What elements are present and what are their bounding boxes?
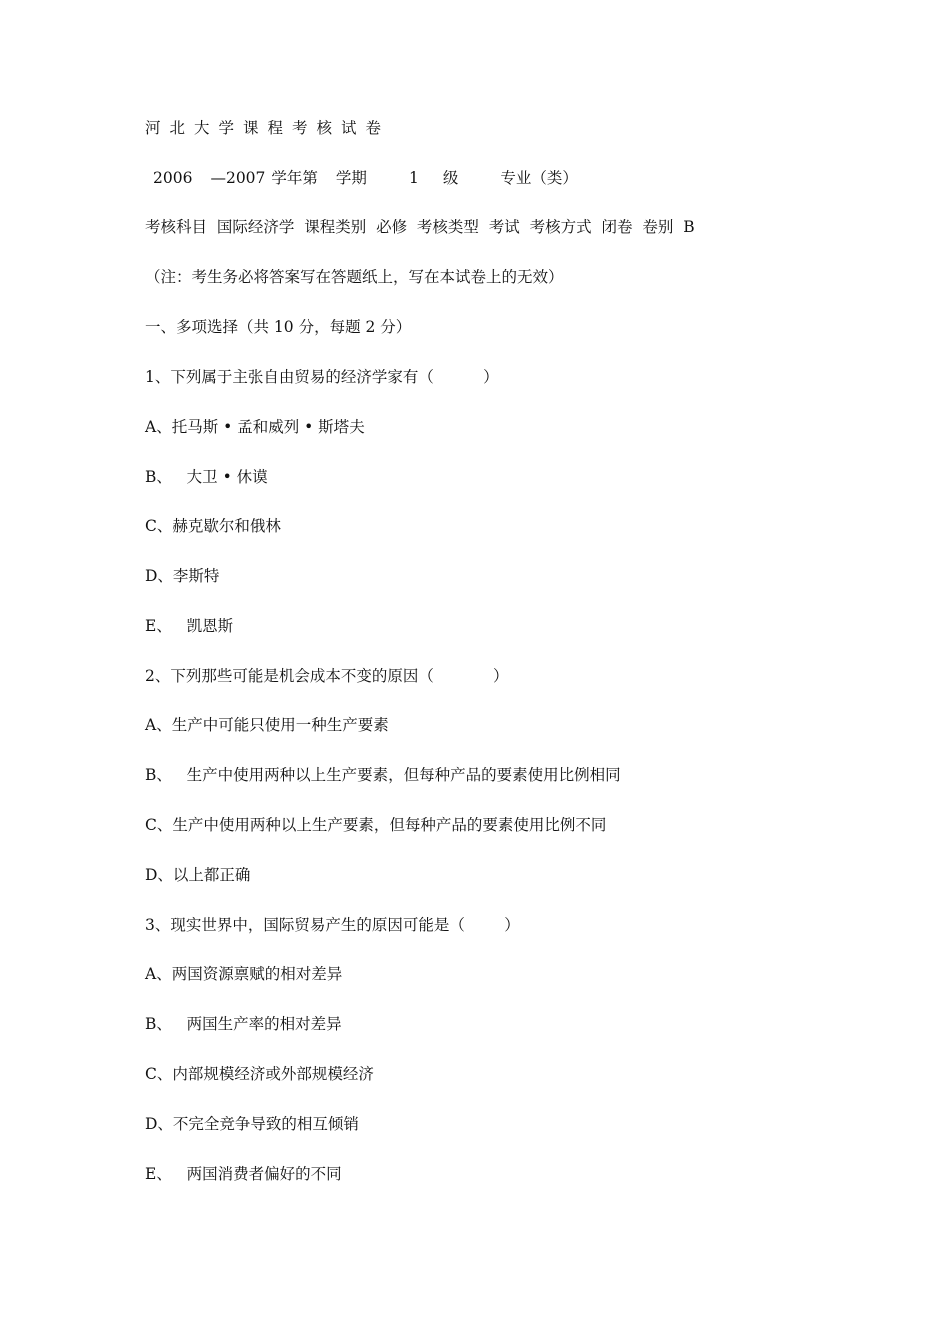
question-3-option-c: C、内部规模经济或外部规模经济 bbox=[145, 1065, 374, 1083]
question-3-option-e: E、 两国消费者偏好的不同 bbox=[145, 1165, 342, 1183]
question-2-option-c: C、生产中使用两种以上生产要素，但每种产品的要素使用比例不同 bbox=[145, 816, 607, 834]
question-1-option-d: D、李斯特 bbox=[145, 567, 220, 585]
term-line bbox=[153, 168, 578, 188]
question-2-option-b: B、 生产中使用两种以上生产要素，但每种产品的要素使用比例相同 bbox=[145, 766, 621, 784]
question-2-option-a: A、生产中可能只使用一种生产要素 bbox=[145, 716, 389, 734]
question-3-stem: 3、现实世界中，国际贸易产生的原因可能是（ ） bbox=[145, 916, 520, 934]
year-suffix: 学年第 bbox=[271, 169, 318, 187]
question-1-option-c: C、赫克歇尔和俄林 bbox=[145, 517, 281, 535]
section-title: 一、多项选择（共 10 分，每题 2 分） bbox=[145, 318, 412, 336]
grade-value: 1 bbox=[408, 169, 419, 187]
term-label: 学期 bbox=[335, 169, 367, 187]
major-label: 专业（类） bbox=[500, 169, 578, 187]
question-1-stem: 1、下列属于主张自由贸易的经济学家有（ ） bbox=[145, 368, 499, 386]
exam-title: 河北大学课程考核试卷 bbox=[145, 119, 391, 137]
question-3-option-d: D、不完全竞争导致的相互倾销 bbox=[145, 1115, 359, 1133]
question-3-option-a: A、两国资源禀赋的相对差异 bbox=[145, 965, 343, 983]
question-1-option-b: B、 大卫 • 休谟 bbox=[145, 468, 268, 486]
question-3-option-b: B、 两国生产率的相对差异 bbox=[145, 1015, 342, 1033]
course-info-line: 考核科目 国际经济学 课程类别 必修 考核类型 考试 考核方式 闭卷 卷别 B bbox=[145, 218, 695, 236]
question-1-option-a: A、托马斯 • 孟和威列 • 斯塔夫 bbox=[145, 418, 365, 436]
grade-label: 级 bbox=[442, 169, 459, 187]
exam-note: （注：考生务必将答案写在答题纸上，写在本试卷上的无效） bbox=[145, 268, 564, 286]
year-start: 2006 bbox=[153, 169, 193, 187]
question-2-stem: 2、下列那些可能是机会成本不变的原因（ ） bbox=[145, 667, 509, 685]
question-1-option-e: E、 凯恩斯 bbox=[145, 617, 234, 635]
year-end: —2007 bbox=[210, 169, 266, 187]
question-2-option-d: D、以上都正确 bbox=[145, 866, 251, 884]
